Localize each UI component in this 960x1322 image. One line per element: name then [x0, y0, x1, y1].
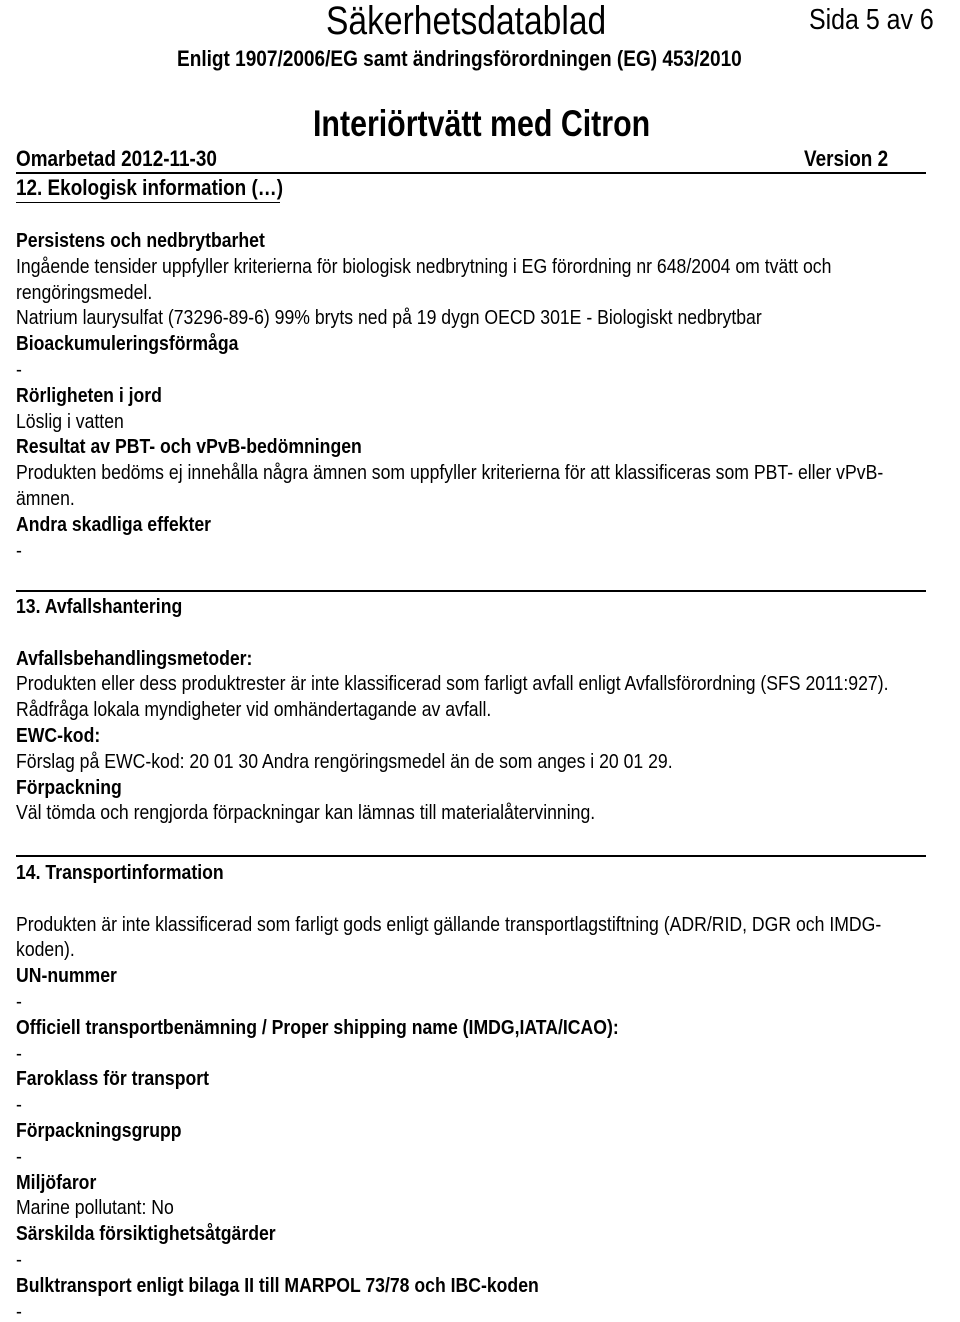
section-14-body [16, 860, 945, 1322]
environmental-hazards-value: Marine pollutant: No [16, 1196, 174, 1220]
ewc-heading: EWC-kod: [16, 723, 101, 747]
section-13-body [16, 594, 945, 826]
pbt-text: ämnen. [16, 486, 75, 510]
persistence-text: rengöringsmedel. [16, 280, 153, 304]
section-12-underline [16, 202, 280, 203]
other-effects-heading: Andra skadliga effekter [16, 512, 211, 536]
header-divider [16, 172, 926, 174]
section-14-divider [16, 855, 926, 857]
pbt-heading: Resultat av PBT- och vPvB-bedömningen [16, 435, 362, 459]
revision-date: Omarbetad 2012-11-30 [16, 146, 217, 171]
transport-intro: Produkten är inte klassificerad som farligt gods enligt gällande transportlagstiftning (ADR/RID, DGR och IMDG- [16, 912, 882, 936]
version-label: Version 2 [804, 146, 889, 171]
document-title: Säkerhetsdatablad [326, 0, 607, 43]
waste-methods-heading: Avfallsbehandlingsmetoder: [16, 646, 253, 670]
bulk-transport-heading: Bulktransport enligt bilaga II till MARPOL 73/78 och IBC-koden [16, 1273, 539, 1297]
other-effects-value: - [16, 538, 22, 562]
persistence-heading: Persistens och nedbrytbarhet [16, 229, 265, 252]
hazard-class-heading: Faroklass för transport [16, 1067, 210, 1091]
section-13-title: 13. Avfallshantering [16, 595, 183, 618]
hazard-class-value: - [16, 1093, 22, 1117]
bulk-transport-value: - [16, 1299, 22, 1322]
section-14-title: 14. Transportinformation [16, 861, 224, 884]
pbt-text: Produkten bedöms ej innehålla några ämnen som uppfyller kriterierna för att klassificeras som PBT- eller vPvB- [16, 461, 884, 485]
un-number-heading: UN-nummer [16, 964, 117, 988]
product-name: Interiörtvätt med Citron [313, 103, 651, 144]
transport-intro: koden). [16, 938, 75, 962]
shipping-name-value: - [16, 1041, 22, 1065]
ewc-text: Förslag på EWC-kod: 20 01 30 Andra rengöringsmedel än de som anges i 20 01 29. [16, 749, 673, 773]
un-number-value: - [16, 989, 22, 1013]
mobility-value: Löslig i vatten [16, 409, 124, 433]
persistence-text: Natrium laurysulfat (73296-89-6) 99% bryts ned på 19 dygn OECD 301E - Biologiskt nedbrytbar [16, 306, 762, 330]
waste-methods-text: Rådfråga lokala myndigheter vid omhändertagande av avfall. [16, 698, 492, 722]
packing-group-value: - [16, 1144, 22, 1168]
packaging-text: Väl tömda och rengjorda förpackningar kan lämnas till materialåtervinning. [16, 801, 596, 825]
environmental-hazards-heading: Miljöfaror [16, 1170, 97, 1194]
spacer [16, 620, 945, 646]
regulation-reference: Enligt 1907/2006/EG samt ändringsförordningen (EG) 453/2010 [177, 46, 742, 71]
bioaccumulation-heading: Bioackumuleringsförmåga [16, 332, 239, 356]
bioaccumulation-value: - [16, 357, 22, 381]
shipping-name-heading: Officiell transportbenämning / Proper shipping name (IMDG,IATA/ICAO): [16, 1015, 619, 1039]
mobility-heading: Rörligheten i jord [16, 383, 162, 407]
waste-methods-text: Produkten eller dess produktrester är inte klassificerad som farligt avfall enligt Avfallsförordning (SFS 2011:927). [16, 672, 889, 696]
persistence-text: Ingående tensider uppfyller kriterierna för biologisk nedbrytning i EG förordning nr 648/2004 om tvätt och [16, 254, 832, 278]
section-12-body [16, 228, 945, 563]
spacer [16, 886, 945, 912]
section-12-title: 12. Ekologisk information (…) [16, 175, 284, 200]
precautions-value: - [16, 1247, 22, 1271]
page-number: Sida 5 av 6 [809, 4, 934, 36]
precautions-heading: Särskilda försiktighetsåtgärder [16, 1222, 276, 1246]
section-13-divider [16, 590, 926, 592]
packing-group-heading: Förpackningsgrupp [16, 1118, 182, 1142]
packaging-heading: Förpackning [16, 775, 122, 799]
